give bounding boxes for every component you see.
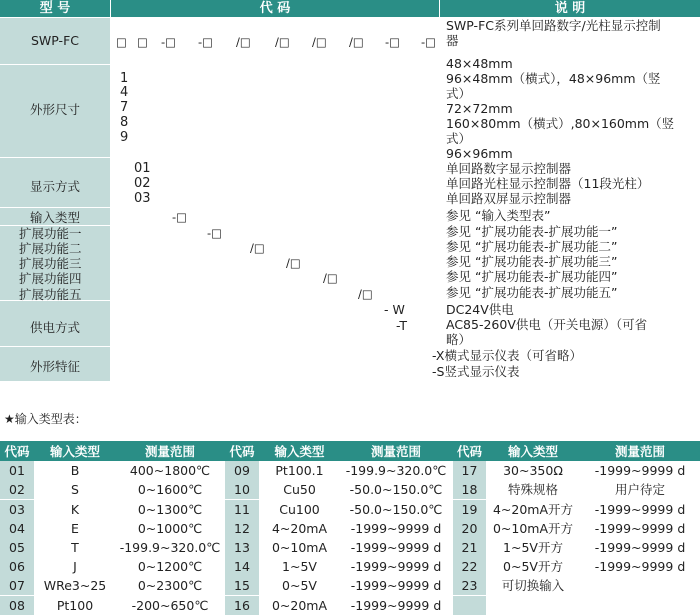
cell-type-g3: 30~350Ω bbox=[503, 463, 563, 479]
power-desc-2: AC85-260V供电（开关电源）（可省 bbox=[446, 317, 648, 332]
cell-type-g2: 4~20mA bbox=[271, 520, 328, 536]
display-code-2: 02 bbox=[134, 176, 151, 191]
cell-range-g1: 0~2300℃ bbox=[137, 578, 203, 594]
shape-code-2: 4 bbox=[120, 85, 129, 100]
cell-type-g3: 0~10mA开方 bbox=[492, 520, 574, 536]
input-table-header-row bbox=[0, 442, 700, 461]
ext1-desc: 参见 “扩展功能表-扩展功能一” bbox=[446, 224, 618, 239]
shape-code-3: 7 bbox=[120, 100, 129, 115]
cell-range-g3: -1999~9999 d bbox=[594, 559, 686, 575]
shape-code-4: 8 bbox=[120, 115, 129, 130]
code-mark-3: -□ bbox=[161, 35, 177, 49]
input-type-desc: 参见 “输入类型表” bbox=[446, 208, 551, 223]
cell-code-g1: 02 bbox=[0, 480, 34, 499]
code-mark-7: /□ bbox=[312, 35, 327, 49]
cell-code-g3: 23 bbox=[453, 576, 486, 595]
cell-range-g3: -1999~9999 d bbox=[594, 501, 686, 517]
ext3-desc: 参见 “扩展功能表-扩展功能三” bbox=[446, 254, 618, 269]
cell-code-g3: 21 bbox=[453, 538, 486, 557]
shape-code-1: 1 bbox=[120, 71, 129, 86]
input-table-row bbox=[0, 461, 700, 480]
header-type-g2: 输入类型 bbox=[274, 444, 325, 459]
cell-type-g2: Cu100 bbox=[279, 501, 320, 517]
cell-type-g1: B bbox=[70, 463, 80, 479]
model-desc-line-1: SWP-FC系列单回路数字/光柱显示控制 bbox=[446, 18, 661, 33]
input-type-code: -□ bbox=[172, 210, 188, 224]
display-code-1: 01 bbox=[134, 161, 151, 176]
cell-code-g2: 13 bbox=[225, 538, 259, 557]
cell-code-g3: 17 bbox=[453, 461, 486, 480]
cell-range-g2: -199.9~320.0℃ bbox=[345, 463, 447, 479]
ext3-code: /□ bbox=[286, 256, 301, 270]
code-mark-5: /□ bbox=[236, 35, 251, 49]
cell-code-g3: 22 bbox=[453, 557, 486, 576]
code-mark-2: □ bbox=[137, 35, 148, 49]
header-model-cell bbox=[0, 0, 110, 17]
cell-range-g2: -50.0~150.0℃ bbox=[349, 501, 443, 517]
form-desc-1: -X横式显示仪表（可省略） bbox=[432, 348, 582, 363]
power-desc-3: 略） bbox=[446, 332, 472, 347]
input-table-top-rule bbox=[0, 441, 700, 442]
header-desc-cell bbox=[440, 0, 700, 17]
header-range-g3: 测量范围 bbox=[614, 444, 665, 459]
cell-code-g3: 19 bbox=[453, 500, 486, 519]
cell-code-g2: 10 bbox=[225, 480, 259, 499]
cell-code-g2: 14 bbox=[225, 557, 259, 576]
shape-desc-6: 式） bbox=[446, 131, 472, 146]
cell-type-g1: S bbox=[71, 482, 79, 498]
cell-code-g1: 08 bbox=[0, 596, 34, 615]
cell-code-g2: 09 bbox=[225, 461, 259, 480]
ext2-desc: 参见 “扩展功能表-扩展功能二” bbox=[446, 239, 618, 254]
cell-range-g1: 0~1000℃ bbox=[137, 520, 203, 536]
cell-type-g3: 0~5V开方 bbox=[503, 559, 563, 575]
header-code-g1: 代码 bbox=[4, 444, 30, 459]
ext1-code: -□ bbox=[207, 226, 223, 240]
cell-type-g2: 1~5V bbox=[282, 559, 317, 575]
cell-code-g1: 05 bbox=[0, 538, 34, 557]
power-code-w: - W bbox=[384, 302, 405, 317]
display-desc-1: 单回路数字显示控制器 bbox=[446, 161, 572, 176]
display-label: 显示方式 bbox=[29, 179, 80, 194]
ext4-desc: 参见 “扩展功能表-扩展功能四” bbox=[446, 269, 618, 284]
model-desc-line-2: 器 bbox=[446, 33, 459, 48]
code-mark-6: /□ bbox=[275, 35, 290, 49]
cell-range-g1: 0~1200℃ bbox=[137, 559, 203, 575]
cell-type-g3: 可切换输入 bbox=[501, 578, 565, 594]
power-label: 供电方式 bbox=[29, 320, 80, 335]
cell-code-g3: 18 bbox=[453, 480, 486, 499]
header-code-cell bbox=[111, 0, 439, 17]
cell-range-g3: -1999~9999 d bbox=[594, 520, 686, 536]
input-table-row bbox=[0, 596, 700, 615]
ext5-code: /□ bbox=[358, 287, 373, 301]
cell-type-g2: 0~5V bbox=[282, 578, 317, 594]
ext5-desc: 参见 “扩展功能表-扩展功能五” bbox=[446, 285, 618, 300]
cell-code-g2: 11 bbox=[225, 500, 259, 519]
ext3-label: 扩展功能三 bbox=[19, 256, 82, 271]
cell-type-g1: WRe3~25 bbox=[43, 578, 107, 594]
input-table-row bbox=[0, 500, 700, 519]
cell-type-g2: Cu50 bbox=[283, 482, 316, 498]
cell-range-g1: 400~1800℃ bbox=[129, 463, 211, 479]
cell-range-g1: -199.9~320.0℃ bbox=[119, 540, 221, 555]
ext5-label: 扩展功能五 bbox=[19, 287, 82, 302]
input-type-label: 输入类型 bbox=[29, 210, 80, 225]
cell-type-g3: 特殊规格 bbox=[507, 482, 558, 498]
header-type-g1: 输入类型 bbox=[49, 444, 100, 459]
cell-type-g1: J bbox=[73, 559, 77, 575]
cell-type-g1: E bbox=[71, 520, 79, 536]
cell-range-g2: -50.0~150.0℃ bbox=[349, 482, 443, 498]
cell-range-g2: -1999~9999 d bbox=[350, 597, 442, 613]
cell-code-g1: 06 bbox=[0, 557, 34, 576]
cell-code-g3: 20 bbox=[453, 519, 486, 538]
input-table-row bbox=[0, 576, 700, 595]
code-mark-1: □ bbox=[116, 35, 127, 49]
form-label: 外形特征 bbox=[29, 359, 80, 374]
shape-desc-4: 72×72mm bbox=[446, 101, 513, 116]
header-range-g1: 测量范围 bbox=[144, 444, 195, 459]
cell-type-g3 bbox=[487, 596, 579, 615]
input-table-row bbox=[0, 557, 700, 576]
ext2-label: 扩展功能二 bbox=[19, 241, 82, 256]
cell-code-g1: 03 bbox=[0, 500, 34, 519]
code-mark-9: -□ bbox=[385, 35, 401, 49]
display-desc-3: 单回路双屏显示控制器 bbox=[446, 191, 572, 206]
cell-code-g1: 01 bbox=[0, 461, 34, 480]
shape-label: 外形尺寸 bbox=[29, 102, 80, 117]
cell-range-g2: -1999~9999 d bbox=[350, 578, 442, 594]
header-type-g3: 输入类型 bbox=[507, 444, 558, 459]
cell-code-g2: 15 bbox=[225, 576, 259, 595]
ext1-label: 扩展功能一 bbox=[19, 226, 82, 241]
ext2-code: /□ bbox=[250, 241, 265, 255]
input-table-row bbox=[0, 538, 700, 557]
cell-range-g3: 用户待定 bbox=[614, 482, 665, 498]
cell-type-g3: 4~20mA开方 bbox=[492, 501, 574, 517]
input-table-title: ★输入类型表： bbox=[4, 412, 87, 426]
cell-range-g3: -1999~9999 d bbox=[594, 540, 686, 555]
shape-desc-2: 96×48mm（横式），48×96mm（竖 bbox=[446, 71, 661, 86]
cell-range-g3 bbox=[580, 596, 700, 615]
cell-type-g3: 1~5V开方 bbox=[503, 540, 563, 555]
shape-desc-5: 160×80mm（横式）,80×160mm（竖 bbox=[446, 116, 675, 131]
cell-code-g3 bbox=[453, 596, 486, 615]
cell-code-g1: 07 bbox=[0, 576, 34, 595]
cell-code-g2: 12 bbox=[225, 519, 259, 538]
form-desc-2: -S竖式显示仪表 bbox=[432, 364, 520, 379]
cell-range-g1: 0~1300℃ bbox=[137, 501, 203, 517]
header-code-g2: 代码 bbox=[229, 444, 255, 459]
power-code-t: -T bbox=[396, 318, 407, 333]
shape-desc-3: 式） bbox=[446, 86, 472, 101]
cell-range-g3 bbox=[580, 576, 700, 595]
ext4-label: 扩展功能四 bbox=[19, 271, 82, 286]
code-mark-8: /□ bbox=[349, 35, 364, 49]
cell-range-g2: -1999~9999 d bbox=[350, 520, 442, 536]
cell-type-g1: K bbox=[70, 501, 80, 517]
cell-range-g3: -1999~9999 d bbox=[594, 463, 686, 479]
display-code-3: 03 bbox=[134, 191, 151, 206]
cell-type-g2: Pt100.1 bbox=[275, 463, 324, 479]
cell-range-g2: -1999~9999 d bbox=[350, 540, 442, 555]
cell-type-g2: 0~10mA bbox=[271, 540, 328, 555]
cell-type-g2: 0~20mA bbox=[271, 597, 328, 613]
shape-code-5: 9 bbox=[120, 130, 129, 145]
cell-range-g1: 0~1600℃ bbox=[137, 482, 203, 498]
input-table-row bbox=[0, 519, 700, 538]
cell-code-g2: 16 bbox=[225, 596, 259, 615]
cell-type-g1: T bbox=[71, 540, 79, 555]
cell-code-g1: 04 bbox=[0, 519, 34, 538]
power-desc-1: DC24V供电 bbox=[446, 302, 514, 317]
shape-desc-7: 96×96mm bbox=[446, 146, 513, 161]
model-name: SWP-FC bbox=[31, 33, 79, 48]
header-desc-label: 说 明 bbox=[554, 1, 586, 16]
ext4-code: /□ bbox=[323, 271, 338, 285]
shape-desc-1: 48×48mm bbox=[446, 56, 513, 71]
input-table-row bbox=[0, 480, 700, 499]
header-model-label: 型 号 bbox=[39, 1, 71, 16]
display-desc-2: 单回路光柱显示控制器（11段光柱） bbox=[446, 176, 650, 191]
code-mark-10: -□ bbox=[421, 35, 437, 49]
header-code-g3: 代码 bbox=[456, 444, 482, 459]
cell-type-g1: Pt100 bbox=[56, 597, 94, 613]
header-range-g2: 测量范围 bbox=[370, 444, 421, 459]
header-code-label: 代 码 bbox=[259, 1, 291, 16]
cell-range-g2: -1999~9999 d bbox=[350, 559, 442, 575]
cell-range-g1: -200~650℃ bbox=[131, 597, 209, 613]
code-mark-4: -□ bbox=[198, 35, 214, 49]
